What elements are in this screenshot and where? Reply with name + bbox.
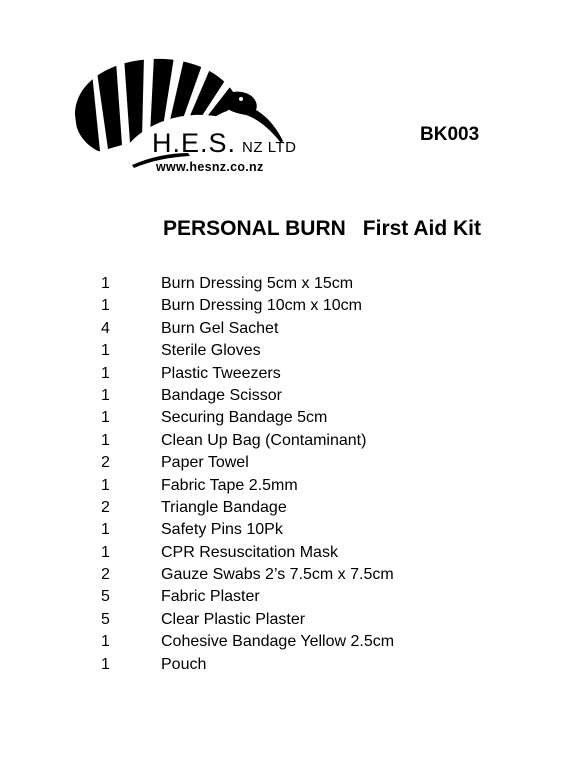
list-item bbox=[0, 340, 583, 362]
item-quantity: 4 bbox=[101, 319, 110, 337]
contents-list bbox=[0, 273, 583, 676]
item-description: Triangle Bandage bbox=[161, 498, 287, 516]
company-initials: H.E.S. bbox=[152, 128, 237, 158]
list-item bbox=[0, 564, 583, 586]
list-item bbox=[0, 654, 583, 676]
item-quantity: 2 bbox=[101, 498, 110, 516]
product-code: BK003 bbox=[420, 124, 480, 145]
item-quantity: 1 bbox=[101, 342, 110, 360]
item-quantity: 1 bbox=[101, 655, 110, 673]
item-quantity: 1 bbox=[101, 431, 110, 449]
item-description: Cohesive Bandage Yellow 2.5cm bbox=[161, 633, 395, 651]
title-sub: First Aid Kit bbox=[362, 217, 482, 240]
list-item bbox=[0, 273, 583, 295]
item-quantity: 1 bbox=[101, 409, 110, 427]
list-item bbox=[0, 407, 583, 429]
company-suffix: NZ LTD bbox=[242, 139, 297, 156]
list-item bbox=[0, 295, 583, 317]
item-description: Securing Bandage 5cm bbox=[161, 409, 328, 427]
item-quantity: 5 bbox=[101, 610, 110, 628]
item-description: Safety Pins 10Pk bbox=[161, 521, 283, 539]
item-description: Plastic Tweezers bbox=[161, 364, 281, 382]
item-description: Burn Dressing 5cm x 15cm bbox=[161, 275, 354, 292]
company-name bbox=[152, 128, 296, 159]
item-quantity: 1 bbox=[101, 543, 110, 561]
item-quantity: 1 bbox=[101, 476, 110, 494]
item-quantity: 1 bbox=[101, 633, 110, 651]
list-item bbox=[0, 363, 583, 385]
item-description: Burn Dressing 10cm x 10cm bbox=[161, 297, 362, 315]
company-website: www.hesnz.co.nz bbox=[156, 160, 264, 174]
list-item bbox=[0, 385, 583, 407]
item-description: Sterile Gloves bbox=[161, 342, 261, 360]
item-quantity: 1 bbox=[101, 364, 110, 382]
list-item bbox=[0, 586, 583, 608]
list-item bbox=[0, 542, 583, 564]
list-item bbox=[0, 497, 583, 519]
list-item bbox=[0, 609, 583, 631]
page-title bbox=[163, 217, 481, 241]
item-description: Clear Plastic Plaster bbox=[161, 610, 306, 628]
item-description: Fabric Tape 2.5mm bbox=[161, 476, 298, 494]
item-description: Paper Towel bbox=[161, 454, 249, 472]
list-item bbox=[0, 631, 583, 653]
item-quantity: 1 bbox=[101, 521, 110, 539]
item-description: Gauze Swabs 2’s 7.5cm x 7.5cm bbox=[161, 566, 394, 584]
title-main: PERSONAL BURN bbox=[163, 217, 346, 240]
item-quantity: 2 bbox=[101, 566, 110, 584]
item-description: Burn Gel Sachet bbox=[161, 319, 279, 337]
list-item bbox=[0, 430, 583, 452]
company-logo bbox=[70, 55, 300, 180]
list-item bbox=[0, 452, 583, 474]
item-description: Fabric Plaster bbox=[161, 588, 260, 606]
item-quantity: 5 bbox=[101, 588, 110, 606]
list-item bbox=[0, 318, 583, 340]
item-quantity: 2 bbox=[101, 454, 110, 472]
item-description: Bandage Scissor bbox=[161, 386, 282, 404]
item-description: CPR Resuscitation Mask bbox=[161, 543, 338, 561]
list-item bbox=[0, 475, 583, 497]
item-description: Pouch bbox=[161, 655, 207, 673]
item-quantity: 1 bbox=[101, 275, 110, 292]
item-description: Clean Up Bag (Contaminant) bbox=[161, 431, 367, 449]
list-item bbox=[0, 519, 583, 541]
item-quantity: 1 bbox=[101, 386, 110, 404]
item-quantity: 1 bbox=[101, 297, 110, 315]
